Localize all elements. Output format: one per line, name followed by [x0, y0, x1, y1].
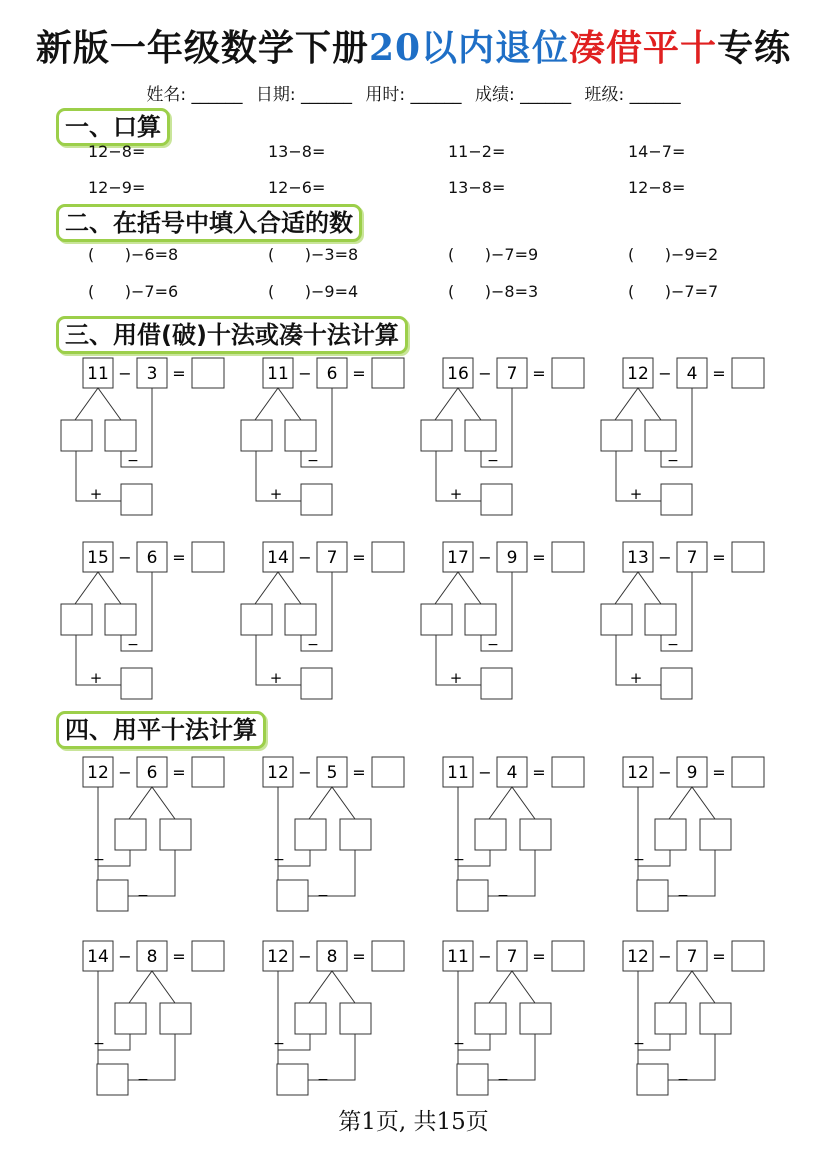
split-lines	[615, 388, 661, 420]
subtract-connector-2	[668, 1034, 715, 1080]
subtrahend-number: 9	[686, 763, 698, 783]
equals-sign: =	[172, 548, 186, 567]
split-lines	[309, 787, 355, 819]
fill-blank-problem[interactable]: ( )−7=7	[628, 282, 719, 301]
minuend-number: 15	[87, 548, 109, 568]
subtrahend-number: 5	[326, 763, 338, 783]
minus-sign: −	[118, 364, 132, 383]
answer-box[interactable]	[732, 757, 764, 787]
minus-sign: −	[127, 453, 139, 469]
section-1-heading: 一、口算	[56, 108, 170, 146]
minus-sign: −	[127, 637, 139, 653]
minus-sign: −	[633, 1036, 645, 1052]
answer-box[interactable]	[552, 358, 584, 388]
subtrahend-number: 7	[326, 548, 338, 568]
intermediate-box[interactable]	[637, 880, 668, 911]
subtrahend-number: 6	[326, 364, 338, 384]
intermediate-box[interactable]	[637, 1064, 668, 1095]
answer-box[interactable]	[192, 358, 224, 388]
equals-sign: =	[352, 548, 366, 567]
split-box-left[interactable]	[61, 604, 92, 635]
split-box-left[interactable]	[61, 420, 92, 451]
minus-sign: −	[453, 1036, 465, 1052]
title-part3: 凑借平十	[569, 27, 718, 69]
plus-sign: +	[629, 669, 643, 687]
oral-problem: 12−6=	[268, 178, 326, 197]
subtrahend-number: 7	[506, 364, 518, 384]
minus-sign: −	[118, 947, 132, 966]
equals-sign: =	[532, 364, 546, 383]
oral-problem: 13−8=	[448, 178, 506, 197]
minus-sign: −	[307, 453, 319, 469]
minus-sign: −	[478, 947, 492, 966]
subtract-connector-2	[488, 850, 535, 896]
subtrahend-number: 8	[326, 947, 338, 967]
minus-sign: −	[298, 947, 312, 966]
minus-sign: −	[453, 852, 465, 868]
subtrahend-number: 4	[506, 763, 518, 783]
minus-sign: −	[273, 1036, 285, 1052]
plus-sign: +	[449, 485, 463, 503]
split-lines	[75, 388, 121, 420]
answer-box[interactable]	[552, 542, 584, 572]
split-box-left[interactable]	[115, 819, 146, 850]
fill-blank-problem[interactable]: ( )−9=4	[268, 282, 359, 301]
split-box-right[interactable]	[340, 1003, 371, 1034]
minus-sign: −	[487, 637, 499, 653]
split-box-right[interactable]	[105, 604, 136, 635]
split-box-right[interactable]	[520, 819, 551, 850]
minuend-number: 12	[267, 763, 289, 783]
minus-sign: −	[658, 763, 672, 782]
title-part1: 新版一年级数学下册	[35, 27, 369, 69]
split-box-left[interactable]	[655, 819, 686, 850]
split-box-left[interactable]	[475, 819, 506, 850]
oral-problem: 12−8=	[628, 178, 686, 197]
equals-sign: =	[712, 763, 726, 782]
minus-sign: −	[633, 852, 645, 868]
equals-sign: =	[532, 947, 546, 966]
page-footer: 第1页, 共15页	[338, 1109, 489, 1135]
answer-box[interactable]	[732, 542, 764, 572]
section-2-heading: 二、在括号中填入合适的数	[56, 204, 362, 242]
subtrahend-number: 6	[146, 763, 158, 783]
minuend-number: 17	[447, 548, 469, 568]
split-box-left[interactable]	[601, 420, 632, 451]
minuend-number: 12	[627, 364, 649, 384]
minuend-number: 12	[627, 763, 649, 783]
result-box[interactable]	[481, 668, 512, 699]
minus-sign: −	[298, 548, 312, 567]
answer-box[interactable]	[552, 941, 584, 971]
equals-sign: =	[352, 763, 366, 782]
plus-sign: +	[89, 485, 103, 503]
result-box[interactable]	[301, 668, 332, 699]
section-4-heading: 四、用平十法计算	[56, 711, 266, 749]
minus-sign: −	[317, 1072, 329, 1088]
equals-sign: =	[352, 364, 366, 383]
minus-sign: −	[658, 364, 672, 383]
minuend-number: 14	[87, 947, 109, 967]
minuend-number: 13	[627, 548, 649, 568]
split-box-right[interactable]	[285, 604, 316, 635]
class-field[interactable]: 班级: ______	[584, 85, 681, 105]
section-3-heading: 三、用借(破)十法或凑十法计算	[56, 316, 408, 354]
split-box-right[interactable]	[645, 420, 676, 451]
split-box-right[interactable]	[520, 1003, 551, 1034]
date-field[interactable]: 日期: ______	[255, 85, 353, 105]
subtrahend-number: 7	[686, 548, 698, 568]
answer-box[interactable]	[732, 941, 764, 971]
split-lines	[489, 971, 535, 1003]
oral-problem: 12−9=	[88, 178, 146, 197]
minus-sign: −	[273, 852, 285, 868]
split-box-left[interactable]	[475, 1003, 506, 1034]
minus-sign: −	[298, 364, 312, 383]
split-lines	[129, 787, 175, 819]
answer-box[interactable]	[372, 542, 404, 572]
equals-sign: =	[532, 548, 546, 567]
minus-sign: −	[93, 852, 105, 868]
name-field[interactable]: 姓名: ______	[146, 85, 243, 105]
minus-sign: −	[487, 453, 499, 469]
result-box[interactable]	[661, 668, 692, 699]
equals-sign: =	[712, 548, 726, 567]
split-box-left[interactable]	[421, 604, 452, 635]
equals-sign: =	[532, 763, 546, 782]
subtract-connector-2	[308, 850, 355, 896]
minuend-number: 14	[267, 548, 289, 568]
answer-box[interactable]	[372, 757, 404, 787]
split-box-right[interactable]	[160, 819, 191, 850]
minuend-number: 11	[267, 364, 289, 384]
minus-sign: −	[118, 763, 132, 782]
oral-problem: 14−7=	[628, 142, 686, 161]
plus-sign: +	[629, 485, 643, 503]
equals-sign: =	[172, 763, 186, 782]
intermediate-box[interactable]	[277, 1064, 308, 1095]
minuend-number: 12	[267, 947, 289, 967]
split-box-right[interactable]	[465, 604, 496, 635]
fill-blank-problem[interactable]: ( )−7=9	[448, 245, 539, 264]
split-lines	[489, 787, 535, 819]
split-lines	[255, 572, 301, 604]
subtrahend-number: 4	[686, 364, 698, 384]
minus-sign: −	[478, 548, 492, 567]
fill-blank-problem[interactable]: ( )−8=3	[448, 282, 539, 301]
split-box-left[interactable]	[241, 420, 272, 451]
split-box-right[interactable]	[340, 819, 371, 850]
intermediate-box[interactable]	[277, 880, 308, 911]
split-lines	[435, 388, 481, 420]
split-box-right[interactable]	[285, 420, 316, 451]
subtract-connector-2	[488, 1034, 535, 1080]
oral-problem: 13−8=	[268, 142, 326, 161]
intermediate-box[interactable]	[457, 880, 488, 911]
minus-sign: −	[677, 888, 689, 904]
equals-sign: =	[172, 947, 186, 966]
fill-blank-problem[interactable]: ( )−6=8	[88, 245, 179, 264]
plus-sign: +	[449, 669, 463, 687]
oral-problem: 12−8=	[88, 142, 146, 161]
result-box[interactable]	[121, 484, 152, 515]
minus-sign: −	[667, 453, 679, 469]
split-lines	[615, 572, 661, 604]
subtrahend-number: 6	[146, 548, 158, 568]
subtract-connector-2	[308, 1034, 355, 1080]
title-part2: 20以内退位	[368, 27, 570, 69]
minus-sign: −	[658, 548, 672, 567]
minuend-number: 16	[447, 364, 469, 384]
split-box-left[interactable]	[295, 819, 326, 850]
answer-box[interactable]	[552, 757, 584, 787]
minus-sign: −	[667, 637, 679, 653]
split-box-right[interactable]	[700, 819, 731, 850]
minus-sign: −	[137, 1072, 149, 1088]
subtract-connector-2	[128, 1034, 175, 1080]
minus-sign: −	[478, 364, 492, 383]
minuend-number: 12	[87, 763, 109, 783]
split-lines	[129, 971, 175, 1003]
fill-blank-problem[interactable]: ( )−3=8	[268, 245, 359, 264]
fill-blank-problem[interactable]: ( )−9=2	[628, 245, 719, 264]
minus-sign: −	[658, 947, 672, 966]
split-box-right[interactable]	[465, 420, 496, 451]
subtrahend-number: 7	[686, 947, 698, 967]
split-box-left[interactable]	[241, 604, 272, 635]
minus-sign: −	[317, 888, 329, 904]
equals-sign: =	[172, 364, 186, 383]
split-lines	[669, 971, 715, 1003]
split-lines	[309, 971, 355, 1003]
subtrahend-number: 9	[506, 548, 518, 568]
answer-box[interactable]	[372, 941, 404, 971]
minuend-number: 11	[87, 364, 109, 384]
result-box[interactable]	[301, 484, 332, 515]
intermediate-box[interactable]	[97, 880, 128, 911]
answer-box[interactable]	[372, 358, 404, 388]
plus-sign: +	[269, 669, 283, 687]
split-lines	[669, 787, 715, 819]
split-box-right[interactable]	[105, 420, 136, 451]
intermediate-box[interactable]	[457, 1064, 488, 1095]
plus-sign: +	[89, 669, 103, 687]
split-box-left[interactable]	[601, 604, 632, 635]
title-part4: 专练	[717, 27, 792, 69]
split-box-right[interactable]	[160, 1003, 191, 1034]
minus-sign: −	[497, 888, 509, 904]
equals-sign: =	[712, 364, 726, 383]
split-lines	[255, 388, 301, 420]
subtrahend-number: 7	[506, 947, 518, 967]
result-box[interactable]	[661, 484, 692, 515]
intermediate-box[interactable]	[97, 1064, 128, 1095]
minus-sign: −	[478, 763, 492, 782]
split-box-left[interactable]	[115, 1003, 146, 1034]
result-box[interactable]	[121, 668, 152, 699]
equals-sign: =	[712, 947, 726, 966]
subtrahend-number: 3	[146, 364, 158, 384]
answer-box[interactable]	[192, 941, 224, 971]
minuend-number: 12	[627, 947, 649, 967]
minuend-number: 11	[447, 763, 469, 783]
minus-sign: −	[298, 763, 312, 782]
subtrahend-number: 8	[146, 947, 158, 967]
minus-sign: −	[137, 888, 149, 904]
answer-box[interactable]	[192, 757, 224, 787]
split-box-left[interactable]	[655, 1003, 686, 1034]
answer-box[interactable]	[732, 358, 764, 388]
split-box-right[interactable]	[645, 604, 676, 635]
score-field[interactable]: 成绩: ______	[474, 85, 572, 105]
equals-sign: =	[352, 947, 366, 966]
minus-sign: −	[677, 1072, 689, 1088]
time-field[interactable]: 用时: ______	[365, 85, 462, 105]
subtract-connector-2	[128, 850, 175, 896]
minus-sign: −	[307, 637, 319, 653]
split-box-left[interactable]	[421, 420, 452, 451]
answer-box[interactable]	[192, 542, 224, 572]
result-box[interactable]	[481, 484, 512, 515]
plus-sign: +	[269, 485, 283, 503]
oral-problem: 11−2=	[448, 142, 506, 161]
subtract-connector-2	[668, 850, 715, 896]
fill-blank-problem[interactable]: ( )−7=6	[88, 282, 179, 301]
minus-sign: −	[93, 1036, 105, 1052]
split-lines	[435, 572, 481, 604]
minus-sign: −	[118, 548, 132, 567]
minuend-number: 11	[447, 947, 469, 967]
split-lines	[75, 572, 121, 604]
minus-sign: −	[497, 1072, 509, 1088]
split-box-left[interactable]	[295, 1003, 326, 1034]
split-box-right[interactable]	[700, 1003, 731, 1034]
